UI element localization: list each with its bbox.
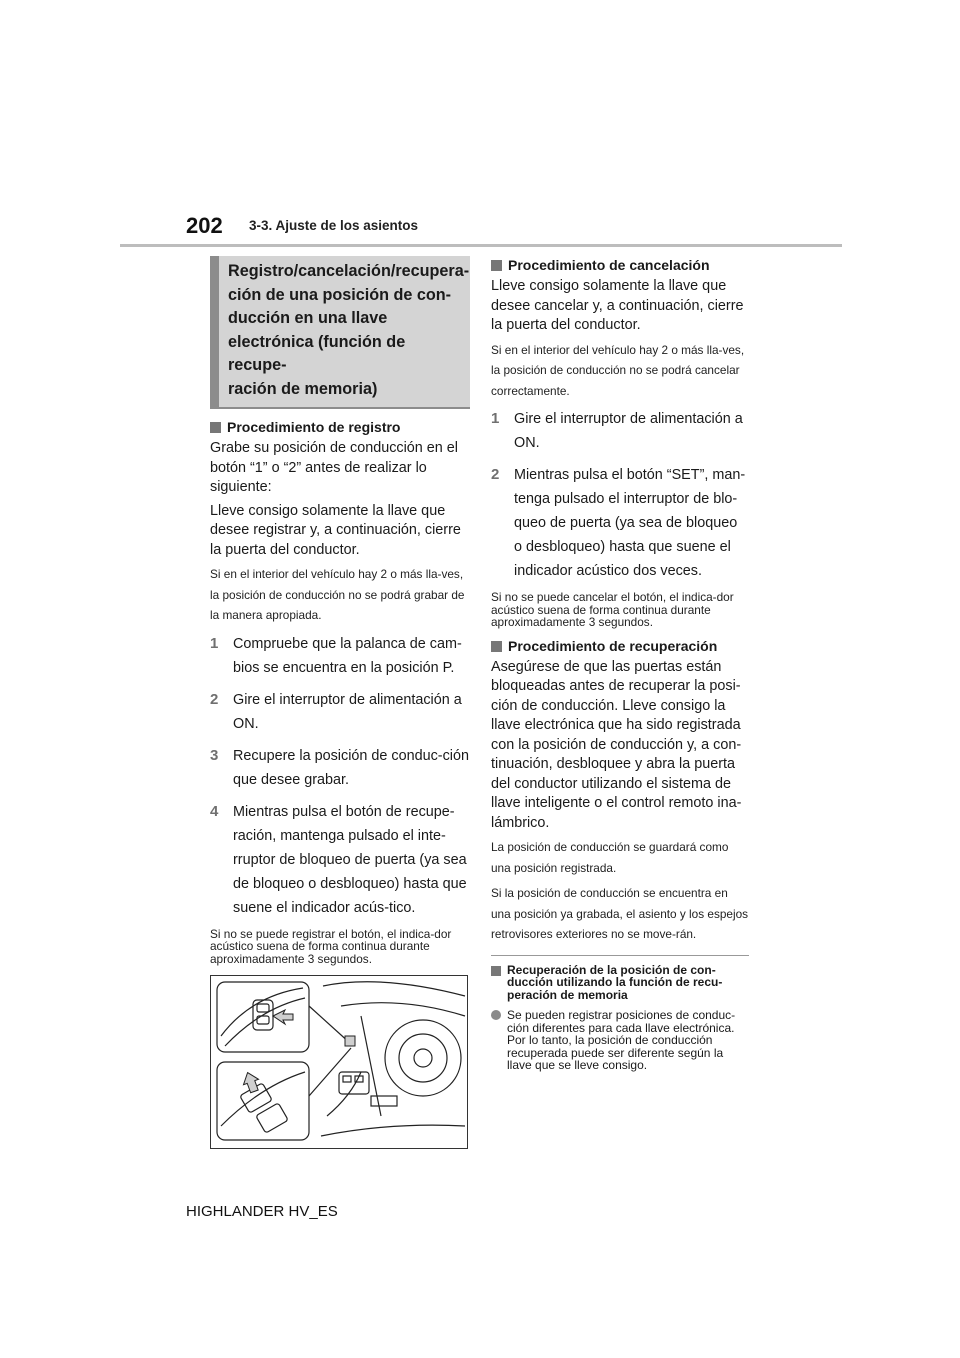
section-breadcrumb: 3-3. Ajuste de los asientos — [249, 218, 419, 233]
recovery-note-no-move: Si la posición de conducción se encuentra en una posición ya grabada, el asiento y los espejos retrovisores exteriores no se move-rán. — [491, 886, 749, 941]
registration-key-instruction: Lleve consigo solamente la llave que desee registrar y, a continuación, cierre la puerta del conductor. — [210, 502, 461, 558]
info-heading: Recuperación de la posición de con-ducción utilizando la función de recu-peración de memoria — [491, 964, 749, 1002]
step-text: Compruebe que la palanca de cam-bios se encuentra en la posición P. — [233, 635, 462, 676]
step-number: 2 — [210, 690, 219, 708]
section-title-box — [210, 256, 470, 407]
door-switch-drawing — [211, 976, 467, 1148]
left-column — [210, 256, 470, 1149]
cancellation-failure-note: Si no se puede cancelar el botón, el indica-dor acústico suena de forma continua durante aproximadamente 3 segundos. — [491, 590, 734, 629]
title-line: ducción en una llave — [228, 309, 388, 327]
cancellation-note: Si en el interior del vehículo hay 2 o más lla-ves, la posición de conducción no se podrá cancelar correctamente. — [491, 342, 745, 398]
step-number: 1 — [491, 410, 500, 427]
registration-note: Si en el interior del vehículo hay 2 o más lla-ves, la posición de conducción no se podrá grabar de la manera apropiada. — [210, 567, 465, 622]
step-text: Recupere la posición de conduc-ción que desee grabar. — [233, 747, 469, 788]
bullet-dot-icon — [491, 1010, 501, 1020]
registration-failure-note: Si no se puede registrar el botón, el indica-dor acústico suena de forma continua durante aproximadamente 3 segundos. — [210, 926, 452, 966]
cancellation-step-1 — [491, 407, 749, 455]
title-line: electrónica (función de recupe- — [228, 332, 406, 374]
right-column — [491, 256, 749, 1072]
step-text: Mientras pulsa el botón “SET”, man-tenga pulsado el interruptor de blo-queo de puerta (ya sea de bloqueo o desbloqueo) hasta que suene el indicador acústico dos veces. — [514, 467, 746, 579]
registration-step-2 — [210, 688, 470, 736]
registration-step-4 — [210, 800, 470, 920]
title-line: Registro/cancelación/recupera- — [228, 262, 470, 280]
recovery-note-saved: La posición de conducción se guardará como una posición registrada. — [491, 840, 729, 875]
cancellation-heading: Procedimiento de cancelación — [491, 256, 749, 275]
cancellation-step-2 — [491, 463, 749, 583]
header-divider — [120, 244, 842, 247]
registration-intro: Grabe su posición de conducción en el botón “1” o “2” antes de realizar lo siguiente: — [210, 440, 458, 495]
step-number: 4 — [210, 802, 219, 820]
info-bullet-text: Se pueden registrar posiciones de conduc-ción diferentes para cada llave electrónica. Por lo tanto, la posición de conducción recuperada puede ser diferente según la llave que se lleve consigo. — [507, 1008, 736, 1072]
model-footer: HIGHLANDER HV_ES — [186, 1203, 338, 1220]
page-number: 202 — [186, 213, 223, 238]
step-text: Mientras pulsa el botón de recupe-ración, mantenga pulsado el inte-rruptor de bloqueo de puerta (ya sea de bloqueo o desbloqueo) hasta que suene el indicador acús-tico. — [233, 803, 467, 916]
door-switch-illustration — [210, 975, 468, 1149]
step-number: 2 — [491, 466, 500, 483]
recovery-instruction: Asegúrese de que las puertas están bloqueadas antes de recuperar la posi-ción de conducción. Lleve consigo la llave electrónica que ha sido registrada con la posición de conducción y, a con-tinuación, desbloquee y abra la puerta del conductor utilizando el sistema de llave inteligente o el control remoto ina-lámbrico. — [491, 658, 742, 831]
registration-step-3 — [210, 744, 470, 792]
title-line: ción de una posición de con- — [228, 285, 452, 304]
title-underline — [210, 407, 470, 409]
step-number: 3 — [210, 746, 219, 764]
registration-heading: Procedimiento de registro — [210, 418, 470, 437]
recovery-heading: Procedimiento de recuperación — [491, 637, 749, 656]
step-text: Gire el interruptor de alimentación a ON. — [514, 411, 743, 451]
step-text: Gire el interruptor de alimentación a ON. — [233, 691, 462, 732]
step-number: 1 — [210, 634, 219, 652]
cancellation-key-instruction: Lleve consigo solamente la llave que desee cancelar y, a continuación, cierre la puerta del conductor. — [491, 278, 744, 333]
info-bullet — [491, 1009, 749, 1072]
registration-step-1 — [210, 632, 470, 680]
info-divider — [491, 955, 749, 956]
title-line: ración de memoria) — [228, 379, 378, 398]
